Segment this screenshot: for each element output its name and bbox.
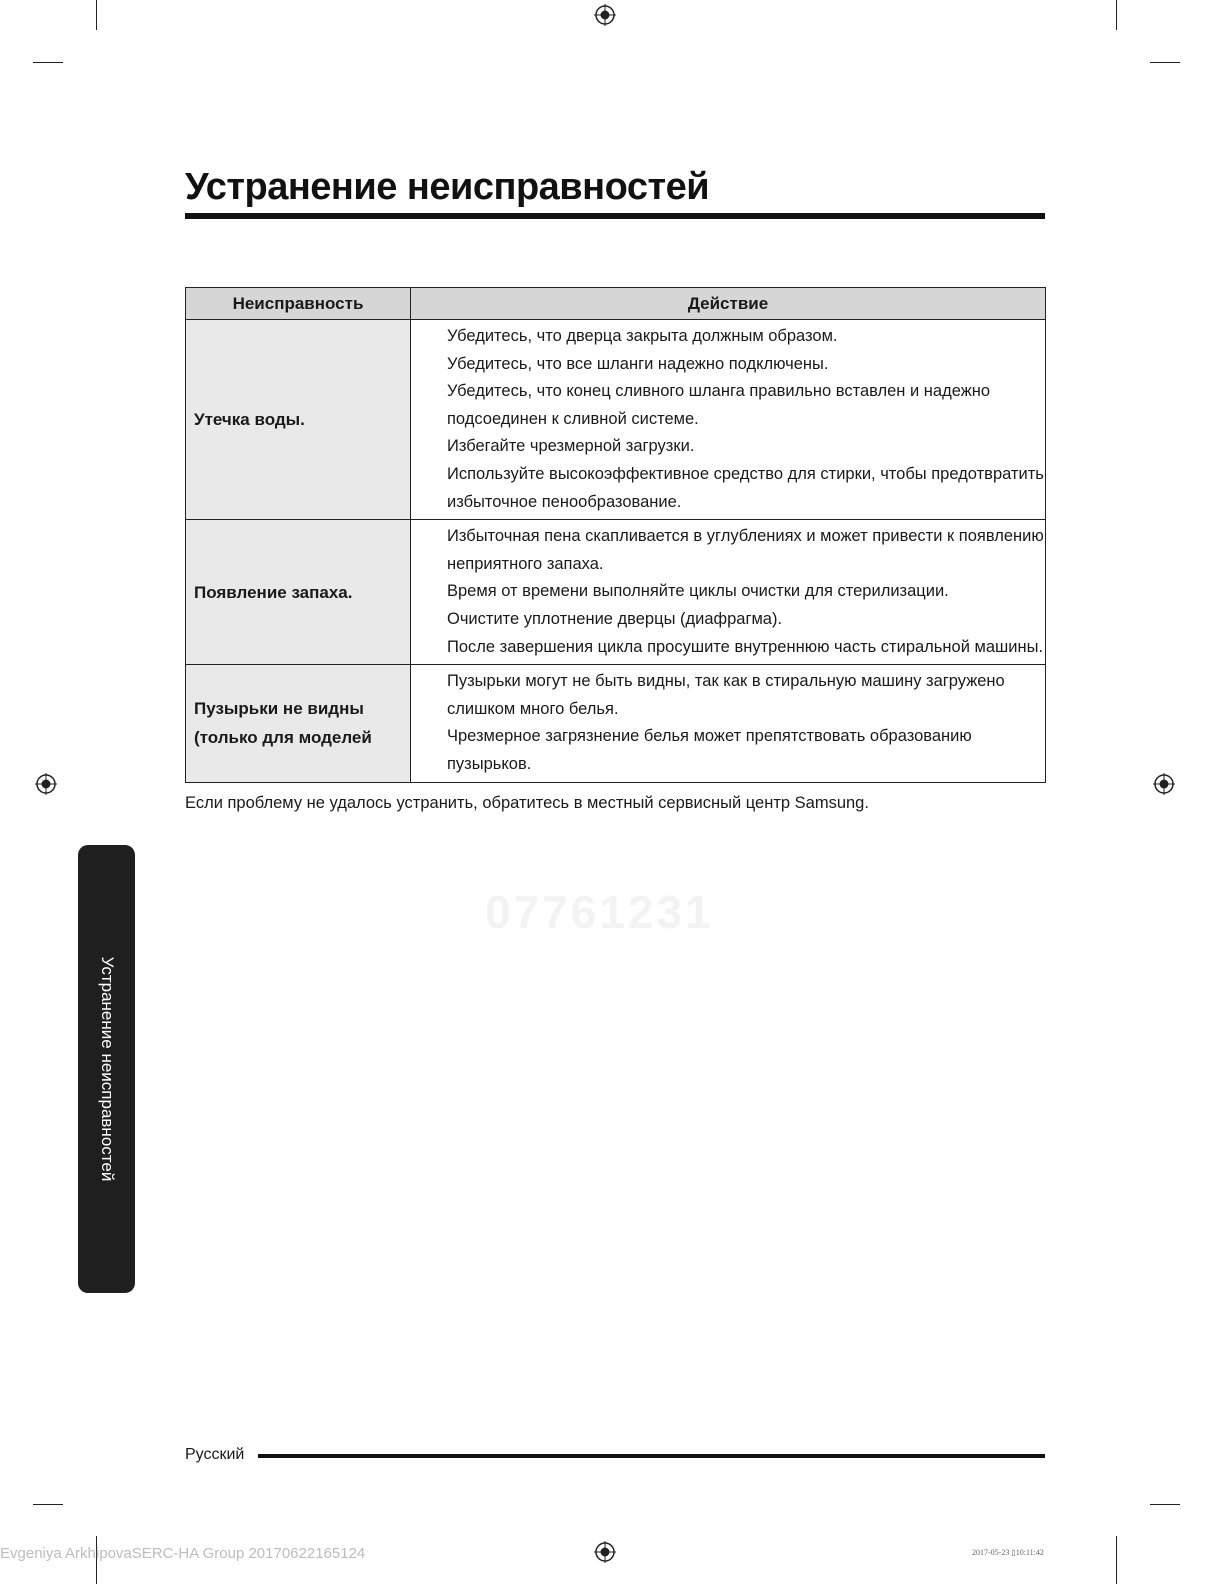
print-date: 2017-05-23 ▯10:11:42 [972, 1548, 1044, 1557]
problem-text: Появление запаха. [194, 582, 353, 602]
problem-cell [186, 520, 411, 665]
action-line: Убедитесь, что дверца закрыта должным образом. [447, 327, 838, 345]
action-line: Убедитесь, что конец сливного шланга правильно вставлен и надежно [447, 382, 991, 401]
troubleshooting-table [185, 287, 1046, 783]
side-chapter-tab [78, 845, 135, 1293]
crop-mark [33, 1504, 63, 1505]
action-line: неприятного запаха. [447, 554, 604, 573]
column-header-problem: Неисправность [186, 288, 411, 320]
crop-mark [96, 0, 97, 30]
problem-cell [186, 665, 411, 782]
crop-mark [1116, 1536, 1117, 1584]
action-cell [411, 665, 1046, 782]
action-line: Время от времени выполняйте циклы очистки для стерилизации. [447, 582, 949, 601]
footnote: Если проблему не удалось устранить, обратитесь в местный сервисный центр Samsung. [185, 794, 869, 812]
title-rule [185, 213, 1045, 219]
watermark-number: 07761231 [485, 886, 714, 938]
action-line: Пузырьки могут не быть видны, так как в стиральную машину загружено [447, 672, 1005, 691]
registration-mark-icon [35, 773, 57, 795]
action-line: слишком много белья. [447, 699, 619, 718]
action-cell [411, 520, 1046, 665]
side-tab-label: Устранение неисправностей [97, 956, 117, 1182]
action-line: Используйте высокоэффективное средство для стирки, чтобы предотвратить [447, 464, 1044, 483]
action-line: Избыточная пена скапливается в углублениях и может привести к появлению [447, 527, 1044, 546]
action-line: пузырьков. [447, 754, 532, 773]
table-header-row [186, 288, 1046, 320]
crop-mark [1150, 1504, 1180, 1505]
action-line: Чрезмерное загрязнение белья может препятствовать образованию [447, 727, 972, 746]
action-line: Избегайте чрезмерной загрузки. [447, 437, 695, 456]
table-row [186, 665, 1046, 782]
registration-mark-icon [594, 1541, 616, 1563]
print-info: Evgeniya ArkhipovaSERC-HA Group 20170622165124 [0, 1545, 366, 1562]
problem-text: Утечка воды. [194, 410, 305, 430]
action-cell [411, 320, 1046, 520]
column-header-action: Действие [411, 288, 1046, 320]
registration-mark-icon [1153, 773, 1175, 795]
action-line: После завершения цикла просушите внутреннюю часть стиральной машины. [447, 637, 1044, 656]
footer-rule [258, 1454, 1045, 1458]
problem-text: Пузырьки не видны [194, 699, 364, 719]
table-row [186, 520, 1046, 665]
footer-language: Русский [185, 1446, 245, 1463]
problem-cell [186, 320, 411, 520]
action-line: Убедитесь, что все шланги надежно подключены. [447, 354, 829, 373]
problem-text: (только для моделей [194, 728, 372, 748]
table-row [186, 320, 1046, 520]
crop-mark [1116, 0, 1117, 30]
crop-mark [1150, 62, 1180, 63]
action-line: Очистите уплотнение дверцы (диафрагма). [447, 609, 783, 628]
page-title: Устранение неисправностей [185, 166, 710, 208]
action-line: подсоединен к сливной системе. [447, 409, 699, 428]
registration-mark-icon [594, 4, 616, 26]
crop-mark [33, 62, 63, 63]
action-line: избыточное пенообразование. [447, 492, 682, 511]
